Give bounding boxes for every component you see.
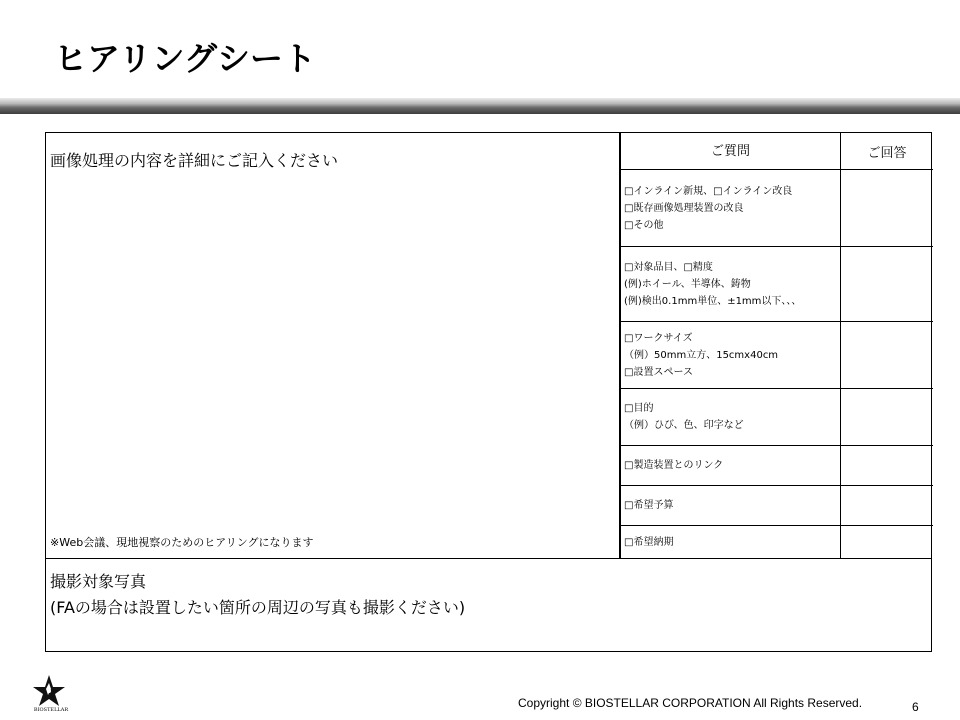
table-row (621, 170, 933, 247)
question-line: □ワークサイズ (624, 332, 693, 344)
header-band (0, 98, 960, 114)
hearing-sheet-table (45, 132, 932, 652)
table-row (621, 486, 933, 526)
photo-heading: 撮影対象写真 (50, 572, 147, 591)
question-cell (621, 322, 840, 388)
question-line: □希望予算 (624, 500, 674, 511)
logo-text: BIOSTELLAR (33, 707, 69, 713)
question-line: □製造装置とのリンク (624, 460, 724, 471)
answer-cell[interactable] (840, 389, 933, 445)
question-line: □設置スペース (624, 366, 693, 378)
question-cell (621, 526, 840, 558)
photo-cell[interactable] (46, 558, 931, 653)
page-title: ヒアリングシート (54, 39, 317, 78)
photo-instruction: (FAの場合は設置したい箇所の周辺の写真も撮影ください) (50, 598, 466, 617)
question-line: □対象品目、□精度 (624, 261, 713, 273)
answer-cell[interactable] (840, 247, 933, 321)
question-cell (621, 486, 840, 525)
details-note: ※Web会議、現地視察のためのヒアリングになります (50, 536, 314, 549)
copyright-text: Copyright © BIOSTELLAR CORPORATION All Rights Reserved. (518, 696, 863, 710)
question-line: （例）ひび、色、印字など (624, 420, 744, 431)
question-cell (621, 446, 840, 485)
table-row (621, 526, 933, 558)
question-header: ご質問 (710, 143, 750, 159)
question-line: □インライン新規、□インライン改良 (624, 185, 793, 197)
question-line: （例）50mm立方、15cmx40cm (624, 349, 779, 361)
answer-cell[interactable] (840, 322, 933, 388)
question-line: □その他 (624, 219, 664, 231)
answer-cell[interactable] (840, 486, 933, 525)
answer-cell[interactable] (840, 446, 933, 485)
question-line: (例)検出0.1mm単位、±1mm以下、、、 (624, 295, 802, 307)
table-row (621, 322, 933, 389)
question-cell (621, 389, 840, 445)
details-cell[interactable] (46, 133, 621, 558)
table-row (621, 247, 933, 322)
question-line: □目的 (624, 403, 654, 414)
question-cell (621, 170, 840, 246)
question-line: □希望納期 (624, 536, 674, 548)
question-line: □既存画像処理装置の改良 (624, 202, 744, 214)
details-heading: 画像処理の内容を詳細にご記入ください (50, 151, 339, 170)
answer-cell[interactable] (840, 526, 933, 558)
page-number: 6 (912, 700, 919, 714)
answer-cell[interactable] (840, 170, 933, 246)
table-header-row (621, 133, 933, 170)
answer-header: ご回答 (840, 133, 933, 169)
question-cell (621, 247, 840, 321)
table-row (621, 389, 933, 446)
table-row (621, 446, 933, 486)
question-line: (例)ホイール、半導体、鋳物 (624, 278, 751, 290)
